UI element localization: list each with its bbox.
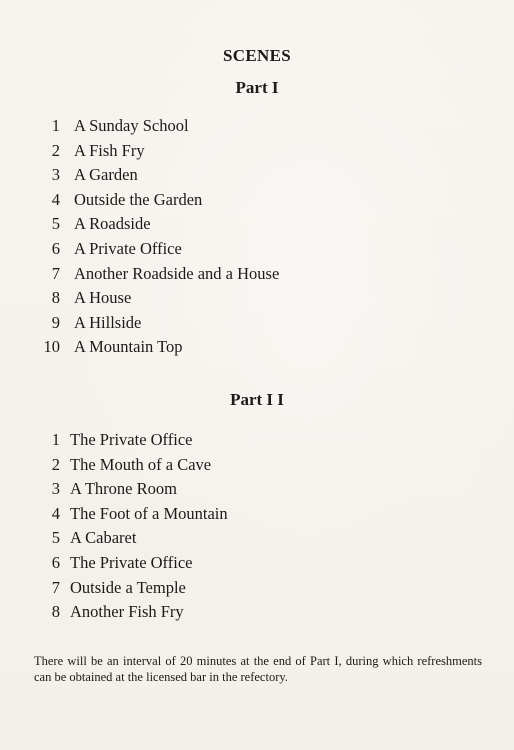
scene-item <box>34 239 279 264</box>
scene-item <box>34 504 228 529</box>
scene-number: 6 <box>51 238 60 258</box>
scene-label: A Mountain Top <box>74 337 183 357</box>
scene-label: A Cabaret <box>70 528 137 548</box>
scene-item <box>34 165 279 190</box>
scene-label: The Private Office <box>70 430 193 449</box>
scene-label: A Hillside <box>74 312 142 332</box>
scene-number: 7 <box>51 263 60 283</box>
scene-number: 6 <box>51 552 60 572</box>
part-2-heading: Part I I <box>230 390 284 409</box>
scene-item <box>34 455 228 480</box>
scene-label: Another Roadside and a House <box>74 263 280 283</box>
part-1-scene-list <box>34 116 279 362</box>
scene-number: 3 <box>51 165 60 185</box>
scene-number: 2 <box>51 454 60 474</box>
scene-number: 3 <box>51 479 60 499</box>
scene-label: A Throne Room <box>70 479 177 499</box>
scene-number: 7 <box>51 577 60 597</box>
scene-number: 10 <box>43 337 60 357</box>
interval-note: There will be an interval of 20 minutes at the end of Part I, during which refreshments can be obtained at the licensed bar in the refectory. <box>34 653 482 684</box>
part-1-heading: Part I <box>235 78 279 97</box>
scene-label: A Private Office <box>74 238 182 258</box>
page-title: SCENES <box>223 46 291 65</box>
scene-label: A Sunday School <box>74 116 189 135</box>
scene-label: A House <box>74 288 132 308</box>
scene-number: 2 <box>51 140 60 160</box>
scene-label: A Roadside <box>74 214 151 234</box>
scene-label: The Foot of a Mountain <box>70 503 228 523</box>
scene-item <box>34 190 279 215</box>
scene-item <box>34 553 228 578</box>
scene-number: 9 <box>51 312 60 332</box>
scene-item <box>34 264 279 289</box>
scene-item <box>34 430 228 455</box>
scene-label: Outside a Temple <box>70 577 186 597</box>
scene-number: 5 <box>51 214 60 234</box>
scene-number: 1 <box>51 116 60 135</box>
scene-item <box>34 602 228 627</box>
scene-label: Another Fish Fry <box>70 602 184 622</box>
scene-label: A Garden <box>74 165 138 185</box>
scene-item <box>34 479 228 504</box>
part-2-scene-list <box>34 430 228 627</box>
scene-label: A Fish Fry <box>74 140 145 160</box>
scene-item <box>34 116 279 141</box>
scene-number: 4 <box>51 503 60 523</box>
scene-item <box>34 337 279 362</box>
scene-number: 4 <box>51 189 60 209</box>
scene-label: Outside the Garden <box>74 189 203 209</box>
scene-label: The Mouth of a Cave <box>70 454 212 474</box>
scene-item <box>34 288 279 313</box>
scene-item <box>34 313 279 338</box>
scene-number: 8 <box>51 288 60 308</box>
scene-item <box>34 141 279 166</box>
scene-item <box>34 528 228 553</box>
scene-item <box>34 214 279 239</box>
scene-label: The Private Office <box>70 552 193 572</box>
scene-number: 5 <box>51 528 60 548</box>
scene-number: 1 <box>51 430 60 449</box>
scene-item <box>34 578 228 603</box>
scene-number: 8 <box>51 602 60 622</box>
